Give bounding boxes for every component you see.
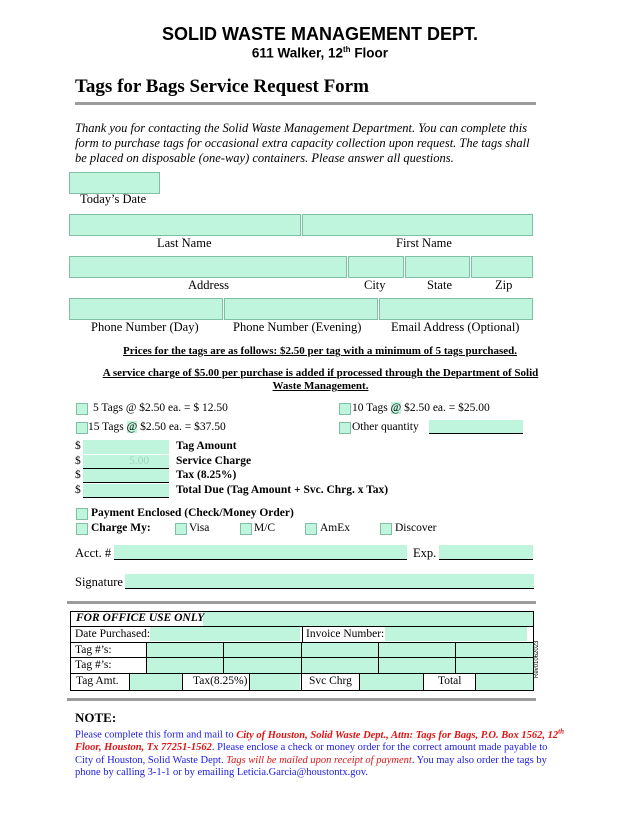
- tax-dollar: $: [75, 469, 81, 481]
- amex-checkbox[interactable]: [305, 523, 317, 535]
- invoice-number-label: Invoice Number:: [306, 628, 385, 640]
- note-addr1: City of Houston, Solid Waste Dept., Attn: Tags for Bags, P.O. Box 1562, 12: [236, 729, 559, 741]
- option-10-at: @: [390, 402, 402, 414]
- service-charge-value: 5.00: [129, 455, 150, 467]
- pricing-note: Prices for the tags are as follows: $2.50 per tag with a minimum of 5 tags purchased.: [123, 345, 517, 357]
- office-vline-c: [301, 642, 302, 690]
- form-title: Tags for Bags Service Request Form: [75, 76, 369, 97]
- exp-label: Exp.: [413, 546, 437, 560]
- acct-label: Acct. #: [75, 546, 112, 560]
- tags1-label: Tag #’s:: [75, 644, 112, 656]
- tags2-field-2[interactable]: [224, 658, 301, 673]
- office-vline-f: [129, 673, 130, 690]
- todays-date-field[interactable]: [69, 172, 160, 194]
- address-sup: th: [343, 45, 351, 54]
- phone-evening-label: Phone Number (Evening): [233, 320, 362, 334]
- zip-label: Zip: [495, 278, 513, 292]
- option-15-label: [88, 421, 226, 433]
- charge-my-checkbox[interactable]: [76, 523, 88, 535]
- exp-field[interactable]: [439, 545, 533, 560]
- note-mailed: Tags will be mailed upon receipt of payment: [226, 754, 412, 766]
- tag-amount-field[interactable]: [83, 440, 169, 454]
- tag-amt-label: Tag Amt.: [76, 675, 119, 687]
- address-suffix: Floor: [350, 45, 389, 61]
- date-purchased-field[interactable]: [150, 627, 300, 641]
- office-vline-e: [455, 642, 456, 673]
- city-field[interactable]: [348, 256, 404, 278]
- email-field[interactable]: [379, 298, 533, 320]
- office-title-fill: [203, 612, 533, 626]
- tags1-field-4[interactable]: [379, 643, 455, 657]
- last-name-label: Last Name: [157, 236, 212, 250]
- tags2-field-5[interactable]: [456, 658, 533, 673]
- other-quantity-field[interactable]: [429, 420, 523, 434]
- option-5-label: 5 Tags @ $2.50 ea. = $ 12.50: [93, 402, 228, 414]
- total-due-dollar: $: [75, 484, 81, 496]
- office-vline-h: [249, 673, 250, 690]
- acct-field[interactable]: [114, 545, 407, 560]
- tax-field[interactable]: [83, 469, 169, 483]
- office-total-label: Total: [438, 675, 462, 687]
- phone-day-field[interactable]: [69, 298, 223, 320]
- option-10-checkbox[interactable]: [339, 403, 351, 415]
- note-p3: . You may also order the tags by phone by calling 3-1-1 or by emailing Leticia.Garcia@houstontx.gov.: [75, 754, 547, 778]
- note-addr-sup: th: [558, 727, 564, 735]
- svc-chrg-label: Svc Chrg: [309, 675, 352, 687]
- office-total-field[interactable]: [476, 674, 533, 690]
- office-rule: [67, 601, 536, 604]
- option-5-checkbox[interactable]: [76, 403, 88, 415]
- office-vline-a: [146, 642, 147, 673]
- tax-label: Tax (8.25%): [176, 469, 237, 481]
- mc-label: M/C: [254, 522, 276, 534]
- email-label: Email Address (Optional): [391, 320, 520, 334]
- office-vline-d: [378, 642, 379, 673]
- phone-evening-field[interactable]: [224, 298, 378, 320]
- tags1-field-3[interactable]: [302, 643, 378, 657]
- first-name-field[interactable]: [302, 214, 533, 236]
- note-heading: NOTE:: [75, 710, 117, 725]
- other-quantity-label: Other quantity: [352, 421, 419, 433]
- option-15-checkbox[interactable]: [76, 422, 88, 434]
- office-title: FOR OFFICE USE ONLY: [76, 612, 205, 624]
- dept-address: [0, 45, 640, 61]
- payment-enclosed-checkbox[interactable]: [76, 508, 88, 520]
- service-charge-label: Service Charge: [176, 455, 252, 467]
- note-p1: Please complete this form and mail to: [75, 729, 237, 741]
- state-label: State: [427, 278, 452, 292]
- dept-title: SOLID WASTE MANAGEMENT DEPT.: [161, 24, 478, 44]
- total-due-label: Total Due (Tag Amount + Svc. Chrg. x Tax): [176, 484, 389, 496]
- office-tax-label: Tax(8.25%): [193, 675, 248, 687]
- discover-label: Discover: [395, 522, 437, 534]
- service-charge-field[interactable]: [83, 455, 169, 469]
- option-10-suffix: $2.50 ea. = $25.00: [401, 402, 490, 414]
- option-15-at: @: [126, 421, 138, 433]
- office-vline-j: [423, 673, 424, 690]
- charge-my-label: Charge My:: [91, 522, 151, 534]
- visa-label: Visa: [189, 522, 210, 534]
- office-vline-i: [359, 673, 360, 690]
- mc-checkbox[interactable]: [240, 523, 252, 535]
- zip-field[interactable]: [471, 256, 533, 278]
- option-10-prefix: 10 Tags: [352, 402, 391, 414]
- office-tax-field[interactable]: [250, 674, 300, 690]
- option-15-prefix: 15 Tags: [88, 421, 127, 433]
- note-text: [75, 725, 565, 780]
- tags1-field-5[interactable]: [456, 643, 533, 657]
- todays-date-label: Today’s Date: [80, 192, 147, 206]
- tag-amt-field[interactable]: [130, 674, 182, 690]
- first-name-label: First Name: [396, 236, 452, 250]
- state-field[interactable]: [405, 256, 470, 278]
- note-p2: . Please enclose a check or money order for the correct amount made payable to City of Houston, Solid Waste Dept.: [75, 742, 548, 766]
- address-label: Address: [188, 278, 229, 292]
- amex-label: AmEx: [320, 522, 351, 534]
- city-label: City: [364, 278, 386, 292]
- invoice-number-field[interactable]: [385, 627, 527, 641]
- office-vline-g: [182, 673, 183, 690]
- date-purchased-label: Date Purchased:: [75, 628, 151, 640]
- address-field[interactable]: [69, 256, 347, 278]
- service-note: A service charge of $5.00 per purchase is added if processed through the Department of Solid Waste Management.: [102, 367, 539, 392]
- tag-amount-label: Tag Amount: [176, 440, 237, 452]
- office-vline-k: [475, 673, 476, 690]
- option-15-suffix: $2.50 ea. = $37.50: [137, 421, 226, 433]
- visa-checkbox[interactable]: [175, 523, 187, 535]
- other-quantity-checkbox[interactable]: [339, 422, 351, 434]
- service-charge-dollar: $: [75, 455, 81, 467]
- tags2-field-3[interactable]: [302, 658, 378, 673]
- phone-day-label: Phone Number (Day): [91, 320, 199, 334]
- office-vline-mid: [302, 626, 303, 642]
- payment-enclosed-label: Payment Enclosed (Check/Money Order): [91, 507, 294, 519]
- intro-text: Thank you for contacting the Solid Waste Management Department. You can complete this form to purchase tags for occasional extra capacity collection upon request. The tags shall be placed on disposable (one-way) containers. Please answer all questions.: [75, 121, 530, 165]
- tags1-field-1[interactable]: [147, 643, 223, 657]
- tags2-field-4[interactable]: [379, 658, 455, 673]
- signature-field[interactable]: [125, 574, 534, 589]
- total-due-field[interactable]: [83, 484, 169, 498]
- tags1-field-2[interactable]: [224, 643, 301, 657]
- signature-label: Signature: [75, 575, 123, 589]
- note-addr2: Floor, Houston, Tx 77251-1562: [75, 742, 212, 753]
- svc-chrg-field[interactable]: [360, 674, 423, 690]
- tags2-field-1[interactable]: [147, 658, 223, 673]
- discover-checkbox[interactable]: [380, 523, 392, 535]
- title-rule: [75, 102, 536, 105]
- tags2-label: Tag #’s:: [75, 659, 112, 671]
- revision-code: Rev01062023: [534, 640, 540, 678]
- tag-amount-dollar: $: [75, 440, 81, 452]
- office-vline-b: [223, 642, 224, 673]
- address-prefix: 611 Walker, 12: [251, 45, 343, 61]
- option-10-label: [352, 402, 490, 414]
- last-name-field[interactable]: [69, 214, 301, 236]
- note-rule: [67, 698, 536, 701]
